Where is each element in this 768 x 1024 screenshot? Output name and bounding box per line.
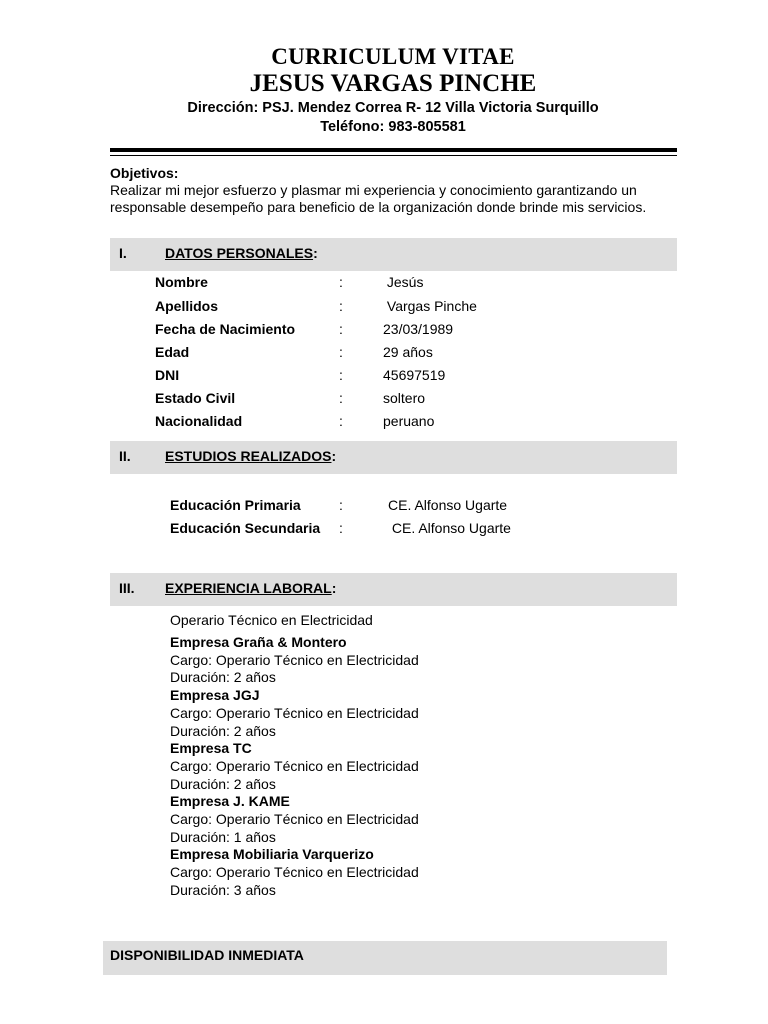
job-cargo: Cargo: Operario Técnico en Electricidad (170, 864, 419, 881)
job-cargo: Cargo: Operario Técnico en Electricidad (170, 811, 419, 828)
field-value: 45697519 (383, 367, 446, 383)
field-label: Fecha de Nacimiento (155, 321, 296, 337)
section-header-experience (110, 573, 677, 606)
job-entry (170, 793, 419, 846)
job-duration: Duración: 1 años (170, 828, 276, 845)
job-entry (170, 846, 419, 899)
field-value: soltero (383, 390, 426, 406)
field-label: Educación Secundaria (170, 520, 321, 536)
field-label: Estado Civil (155, 390, 236, 406)
job-cargo: Cargo: Operario Técnico en Electricidad (170, 651, 419, 668)
section-title (165, 580, 336, 596)
address-line: Dirección: PSJ. Mendez Correa R- 12 Villa Victoria Surquillo (187, 100, 599, 116)
field-value: Vargas Pinche (383, 298, 477, 314)
job-company: Empresa J. KAME (170, 793, 290, 810)
field-value: Jesús (383, 274, 424, 290)
field-value: 23/03/1989 (383, 321, 454, 337)
field-separator: : (339, 497, 343, 513)
field-label: Apellidos (155, 298, 219, 314)
field-value: 29 años (383, 344, 433, 360)
field-separator: : (339, 413, 343, 429)
job-company: Empresa Graña & Montero (170, 634, 347, 650)
candidate-name: JESUS VARGAS PINCHE (249, 70, 537, 97)
section-number: III. (119, 580, 135, 596)
job-duration: Duración: 2 años (170, 722, 276, 739)
availability-band (103, 941, 667, 975)
document-title: CURRICULUM VITAE (271, 44, 515, 69)
section-title-text: DATOS PERSONALES (165, 245, 314, 261)
field-separator: : (339, 344, 343, 360)
job-duration: Duración: 2 años (170, 775, 276, 792)
job-cargo: Cargo: Operario Técnico en Electricidad (170, 704, 419, 721)
field-value: CE. Alfonso Ugarte (388, 520, 511, 536)
section-number: II. (119, 448, 131, 464)
section-title-colon: : (313, 245, 318, 261)
header-rule-thick (110, 148, 677, 152)
experience-headline: Operario Técnico en Electricidad (170, 612, 373, 628)
section-title-text: EXPERIENCIA LABORAL (165, 580, 332, 596)
section-title (165, 448, 336, 464)
field-separator: : (339, 390, 343, 406)
job-cargo: Cargo: Operario Técnico en Electricidad (170, 757, 419, 774)
field-separator: : (339, 520, 343, 536)
job-company: Empresa Mobiliaria Varquerizo (170, 846, 374, 863)
objectives-text (110, 182, 690, 216)
objectives-line-2: responsable desempeño para beneficio de la organización donde brinde mis servicios. (110, 199, 647, 215)
job-entry (170, 740, 419, 793)
field-separator: : (339, 298, 343, 314)
job-company: Empresa TC (170, 740, 252, 757)
job-duration: Duración: 3 años (170, 881, 276, 898)
field-label: DNI (155, 367, 180, 383)
field-label: Edad (155, 344, 190, 360)
section-title-colon: : (331, 448, 337, 464)
field-separator: : (339, 274, 343, 290)
section-title-colon: : (331, 580, 337, 596)
availability-text: DISPONIBILIDAD INMEDIATA (110, 947, 304, 963)
job-entry (170, 634, 419, 687)
field-label: Nombre (155, 274, 208, 290)
section-title (165, 245, 318, 261)
objectives-label: Objetivos: (110, 165, 179, 181)
objectives-line-1: Realizar mi mejor esfuerzo y plasmar mi experiencia y conocimiento garantizando un (110, 182, 637, 198)
field-separator: : (339, 321, 343, 337)
section-title-text: ESTUDIOS REALIZADOS (165, 448, 332, 464)
field-label: Educación Primaria (170, 497, 301, 513)
job-company: Empresa JGJ (170, 687, 260, 704)
field-label: Nacionalidad (155, 413, 243, 429)
section-header-personal (110, 238, 677, 271)
field-value: peruano (383, 413, 435, 429)
job-entry (170, 687, 419, 740)
section-number: I. (119, 245, 127, 261)
job-duration: Duración: 2 años (170, 669, 276, 686)
experience-list (170, 634, 419, 900)
section-header-studies (110, 441, 677, 474)
header-rule-thin (110, 155, 677, 156)
phone-line: Teléfono: 983-805581 (320, 119, 466, 135)
field-value: CE. Alfonso Ugarte (388, 497, 508, 513)
field-separator: : (339, 367, 343, 383)
